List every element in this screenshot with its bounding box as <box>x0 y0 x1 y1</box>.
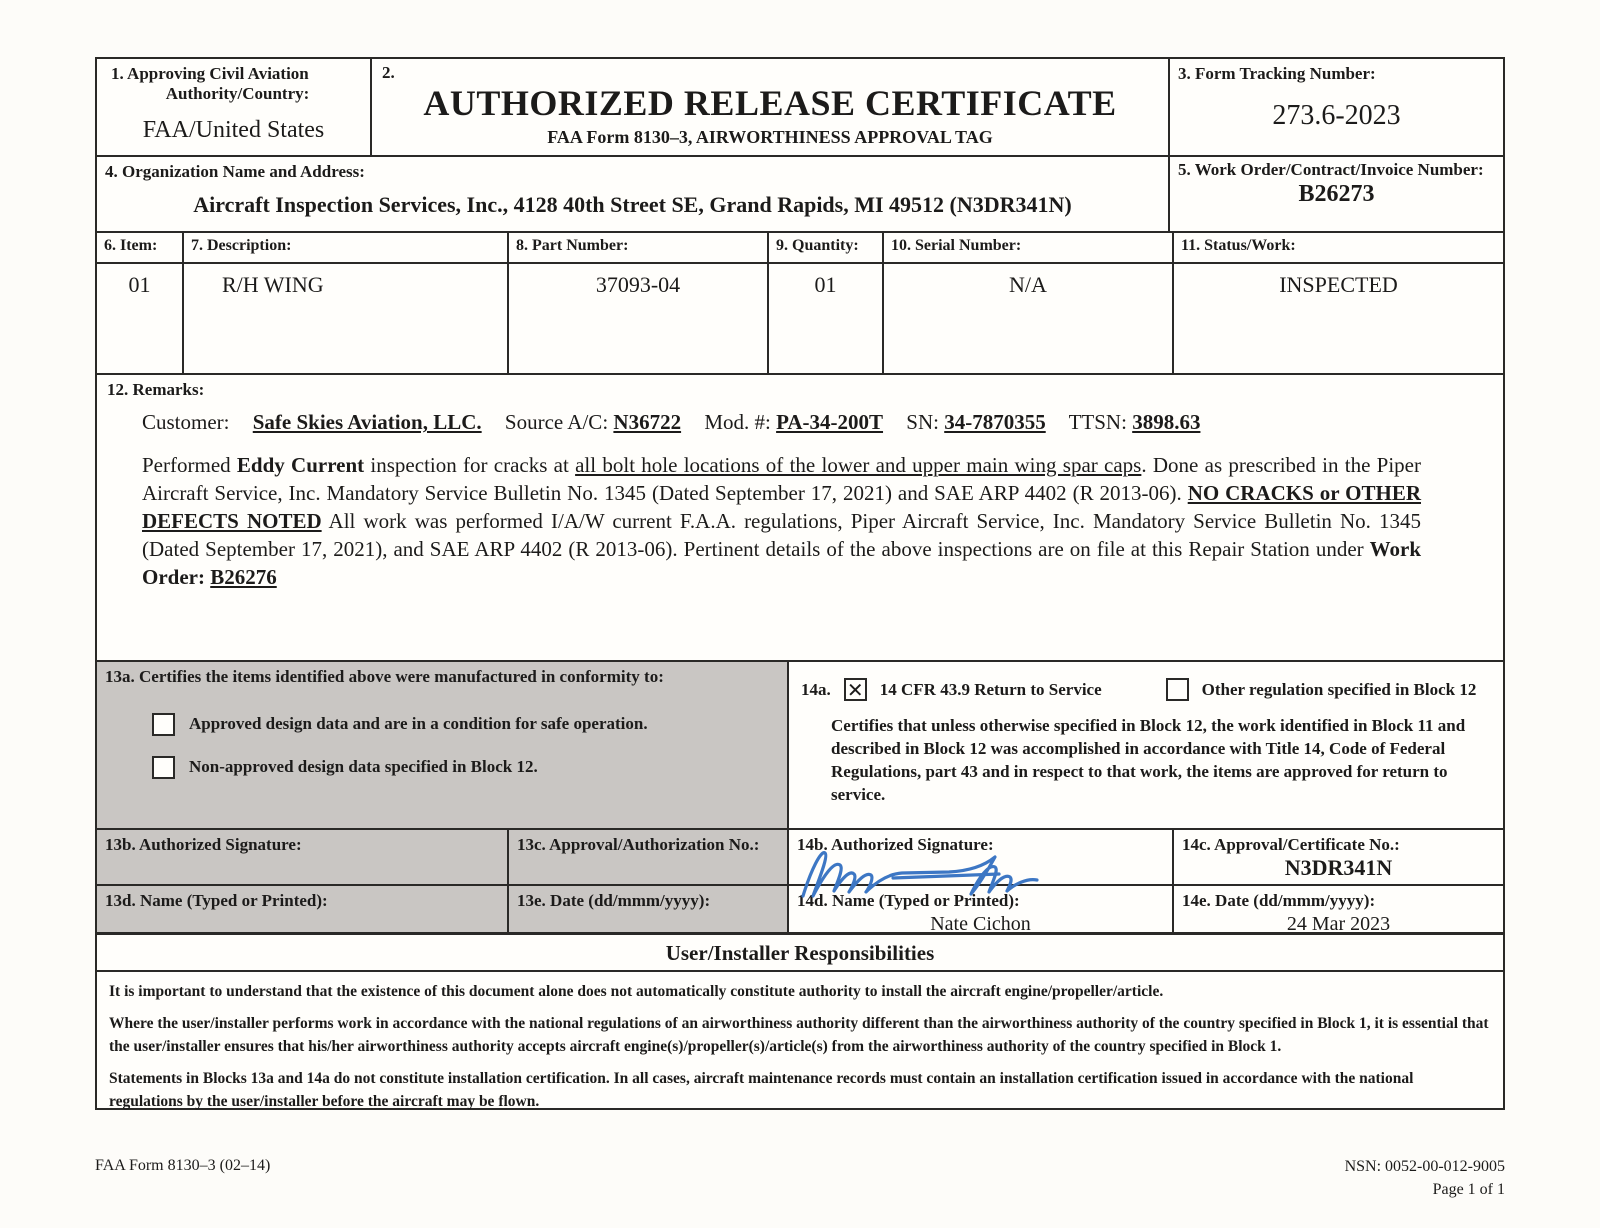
name-date-row <box>97 884 1503 935</box>
block-14c-value: N3DR341N <box>1284 854 1393 880</box>
block-12-label: 12. Remarks: <box>107 380 205 399</box>
option-approved-design-data <box>152 713 787 736</box>
block-1-approving-authority <box>97 59 370 155</box>
block-4-value: Aircraft Inspection Services, Inc., 4128 40th Street SE, Grand Rapids, MI 49512 (N3DR341N) <box>193 191 1072 217</box>
column-header-serial-number: 10. Serial Number: <box>882 233 1172 262</box>
footer-form-id: FAA Form 8130–3 (02–14) <box>95 1157 271 1174</box>
column-header-description: 7. Description: <box>182 233 507 262</box>
block-14d-name <box>787 886 1172 935</box>
block-14c-approval-certificate-no <box>1172 830 1503 884</box>
certificate-title: AUTHORIZED RELEASE CERTIFICATE <box>423 83 1117 123</box>
block-14e-value: 24 Mar 2023 <box>1286 912 1391 935</box>
block-13e-date <box>507 886 787 932</box>
block-3-label: 3. Form Tracking Number: <box>1178 64 1376 83</box>
checkbox-unchecked-icon <box>1166 678 1189 701</box>
source-aircraft-value: N36722 <box>613 410 682 434</box>
column-header-status-work: 11. Status/Work: <box>1172 233 1503 262</box>
certification-row <box>97 660 1503 828</box>
option-non-approved-design-data <box>152 756 787 779</box>
responsibilities-body <box>97 970 1503 1108</box>
column-header-quantity: 9. Quantity: <box>767 233 882 262</box>
ttsn-label: TTSN: <box>1068 410 1127 434</box>
block-1-value: FAA/United States <box>142 117 325 144</box>
block-14e-date <box>1172 886 1503 935</box>
block-14e-label: 14e. Date (dd/mmm/yyyy): <box>1182 891 1376 910</box>
block-3-value: 273.6-2023 <box>1272 99 1401 131</box>
footer-nsn: NSN: 0052-00-012-9005 <box>1344 1158 1505 1175</box>
responsibilities-title-bar <box>97 932 1503 970</box>
customer-label: Customer: <box>142 410 230 434</box>
block-2-certificate-title <box>370 59 1168 155</box>
item-number-value: 01 <box>128 272 151 297</box>
checkbox-checked-icon: ✕ <box>844 678 867 701</box>
block-13a-label: 13a. Certifies the items identified above were manufactured in conformity to: <box>105 667 664 686</box>
block-14b-authorized-signature <box>787 830 1172 884</box>
block-13d-label: 13d. Name (Typed or Printed): <box>105 891 328 910</box>
block-13b-label: 13b. Authorized Signature: <box>105 835 302 854</box>
block-14a-options <box>789 662 1503 701</box>
model-label: Mod. #: <box>704 410 771 434</box>
status-work-value: INSPECTED <box>1172 264 1503 373</box>
footer-right <box>1345 1155 1505 1201</box>
block-4-label: 4. Organization Name and Address: <box>105 162 365 181</box>
items-table-row <box>97 264 1503 373</box>
block-13b-authorized-signature <box>97 830 507 884</box>
form-table <box>95 57 1505 1110</box>
description-value: R/H WING <box>182 264 507 373</box>
block-3-form-tracking-number <box>1168 59 1503 155</box>
option-label: Approved design data and are in a condition for safe operation. <box>189 714 648 734</box>
customer-value: Safe Skies Aviation, LLC. <box>252 410 482 434</box>
part-number-value: 37093-04 <box>507 264 767 373</box>
responsibilities-paragraph-1: It is important to understand that the existence of this document alone does not automatically constitute authority to install the aircraft engine/propeller/article. <box>109 983 1164 1000</box>
block-5-label: 5. Work Order/Contract/Invoice Number: <box>1178 160 1484 179</box>
signature-row <box>97 828 1503 884</box>
block-2-number: 2. <box>382 63 395 82</box>
header-row <box>97 59 1503 155</box>
option-14cfr-label: 14 CFR 43.9 Return to Service <box>879 679 1102 699</box>
model-value: PA-34-200T <box>776 410 884 434</box>
block-4-organization <box>97 157 1168 231</box>
remarks-customer-line <box>97 410 1503 435</box>
serial-value: 34-7870355 <box>944 410 1046 434</box>
block-14a-return-to-service <box>787 662 1503 828</box>
responsibilities-paragraph-2: Where the user/installer performs work in accordance with the national regulations of an airworthiness authority different than the airworthiness authority of the country specified in Block 1, it is essential that the user/installer ensures that his/her airworthiness authority accepts aircraft engine(s)/propeller(s)/article(s) from the airworthiness authority of the country specified in Block 1. <box>109 1015 1489 1055</box>
column-header-item: 6. Item: <box>104 237 158 254</box>
column-header-part-number: 8. Part Number: <box>507 233 767 262</box>
block-13d-name <box>97 886 507 932</box>
ttsn-value: 3898.63 <box>1132 410 1201 434</box>
remarks-paragraph: Performed Eddy Current inspection for cracks at all bolt hole locations of the lower and upper main wing spar caps. Done as prescribed in the Piper Aircraft Service, Inc. Mandatory Service Bulletin No. 1345 (Dated September 17, 2021) and SAE ARP 4402 (R 2013-06). NO CRACKS or OTHER DEFECTS NOTED All work was performed I/A/W current F.A.A. regulations, Piper Aircraft Service, Inc. Mandatory Service Bulletin No. 1345 (Dated September 17, 2021), and SAE ARP 4402 (R 2013-06). Pertinent details of the above inspections are on file at this Repair Station under Work Order: B26276 <box>142 453 1421 589</box>
block-13c-label: 13c. Approval/Authorization No.: <box>517 835 760 854</box>
footer-page-number: Page 1 of 1 <box>1432 1181 1505 1199</box>
block-14d-label: 14d. Name (Typed or Printed): <box>797 891 1020 910</box>
block-14c-label: 14c. Approval/Certificate No.: <box>1182 835 1400 854</box>
block-5-value: B26273 <box>1298 180 1375 207</box>
organization-row <box>97 155 1503 231</box>
quantity-value: 01 <box>767 264 882 373</box>
block-1-label: 1. Approving Civil Aviation Authority/Country: <box>111 64 310 103</box>
certification-statement: Certifies that unless otherwise specified in Block 12, the work identified in Block 11 and described in Block 12 was accomplished in accordance with Title 14, Code of Federal Regulations, part 43 and in respect to that work, the items are approved for return to service. <box>831 716 1466 804</box>
checkbox-unchecked-icon <box>152 713 175 736</box>
block-13e-label: 13e. Date (dd/mmm/yyyy): <box>517 891 711 910</box>
block-5-work-order <box>1168 157 1503 231</box>
certificate-subtitle: FAA Form 8130–3, AIRWORTHINESS APPROVAL TAG <box>547 127 993 147</box>
block-12-remarks <box>97 373 1503 660</box>
items-table <box>97 231 1503 373</box>
block-14d-value: Nate Cichon <box>930 912 1031 935</box>
option-other-regulation-label: Other regulation specified in Block 12 <box>1201 679 1477 699</box>
block-13c-approval-authorization-no <box>507 830 787 884</box>
checkbox-unchecked-icon <box>152 756 175 779</box>
serial-label: SN: <box>906 410 939 434</box>
source-aircraft-label: Source A/C: <box>504 410 609 434</box>
responsibilities-paragraph-3: Statements in Blocks 13a and 14a do not constitute installation certification. In all cases, aircraft maintenance records must contain an installation certification issued in accordance with the national regulations by the user/installer before the aircraft may be flown. <box>109 1070 1414 1110</box>
option-label: Non-approved design data specified in Block 12. <box>189 757 538 777</box>
block-13a-conformity <box>97 662 787 828</box>
block-14b-label: 14b. Authorized Signature: <box>797 835 994 854</box>
items-table-header <box>97 233 1503 264</box>
responsibilities-title: User/Installer Responsibilities <box>665 941 935 965</box>
block-14a-number: 14a. <box>801 679 831 699</box>
serial-number-value: N/A <box>882 264 1172 373</box>
